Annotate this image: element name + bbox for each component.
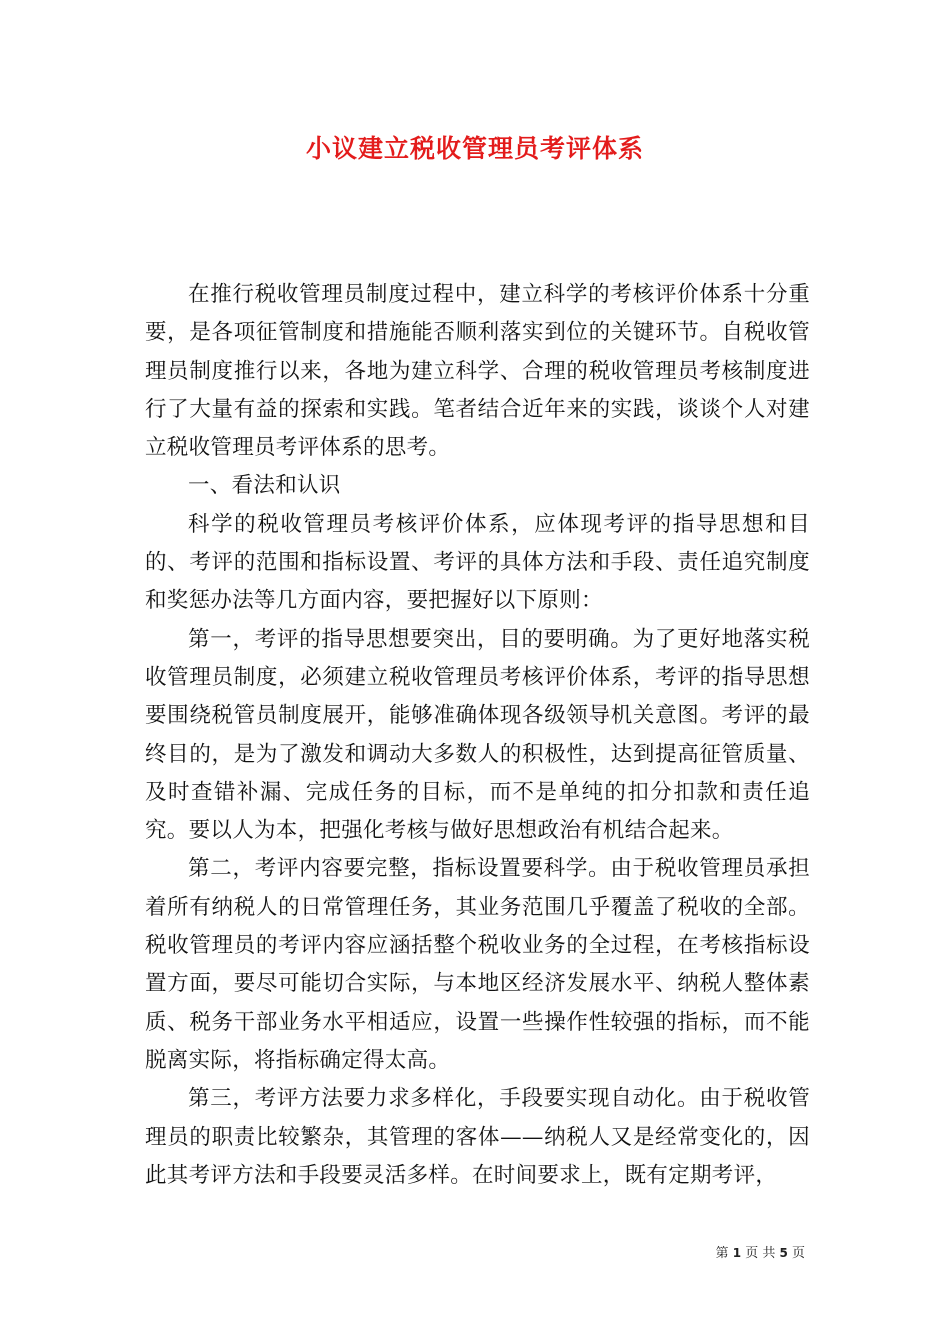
paragraph-second: 第二，考评内容要完整，指标设置要科学。由于税收管理员承担着所有纳税人的日常管理任务，其业务范围几乎覆盖了税收的全部。税收管理员的考评内容应涵括整个税收业务的全过程，在考核指标设置方面，要尽可能切合实际，与本地区经济发展水平、纳税人整体素质、税务干部业务水平相适应，设置一些操作性较强的指标，而不能脱离实际，将指标确定得太高。 [145,856,810,1073]
section-heading: 一、看法和认识 [188,473,341,499]
document-title: 小议建立税收管理员考评体系 [305,134,644,163]
paragraph-third: 第三，考评方法要力求多样化，手段要实现自动化。由于税收管理员的职责比较繁杂，其管理的客体——纳税人又是经常变化的，因此其考评方法和手段要灵活多样。在时间要求上，既有定期考评， [145,1086,810,1188]
paragraph-intro: 在推行税收管理员制度过程中，建立科学的考核评价体系十分重要，是各项征管制度和措施能否顺利落实到位的关键环节。自税收管理员制度推行以来，各地为建立科学、合理的税收管理员考核制度进行了大量有益的探索和实践。笔者结合近年来的实践，谈谈个人对建立税收管理员考评体系的思考。 [145,282,810,461]
document-body [145,276,810,1195]
page-number: 第 1 页 共 5 页 [715,1246,805,1261]
paragraph-first: 第一，考评的指导思想要突出，目的要明确。为了更好地落实税收管理员制度，必须建立税收管理员考核评价体系，考评的指导思想要围绕税管员制度展开，能够准确体现各级领导机关意图。考评的最终目的，是为了激发和调动大多数人的积极性，达到提高征管质量、及时查错补漏、完成任务的目标，而不是单纯的扣分扣款和责任追究。要以人为本，把强化考核与做好思想政治有机结合起来。 [145,626,810,844]
total-page-number: 5 [779,1246,788,1260]
paragraph-principles: 科学的税收管理员考核评价体系，应体现考评的指导思想和目的、考评的范围和指标设置、考评的具体方法和手段、责任追究制度和奖惩办法等几方面内容，要把握好以下原则： [145,511,810,614]
current-page-number: 1 [732,1246,742,1260]
